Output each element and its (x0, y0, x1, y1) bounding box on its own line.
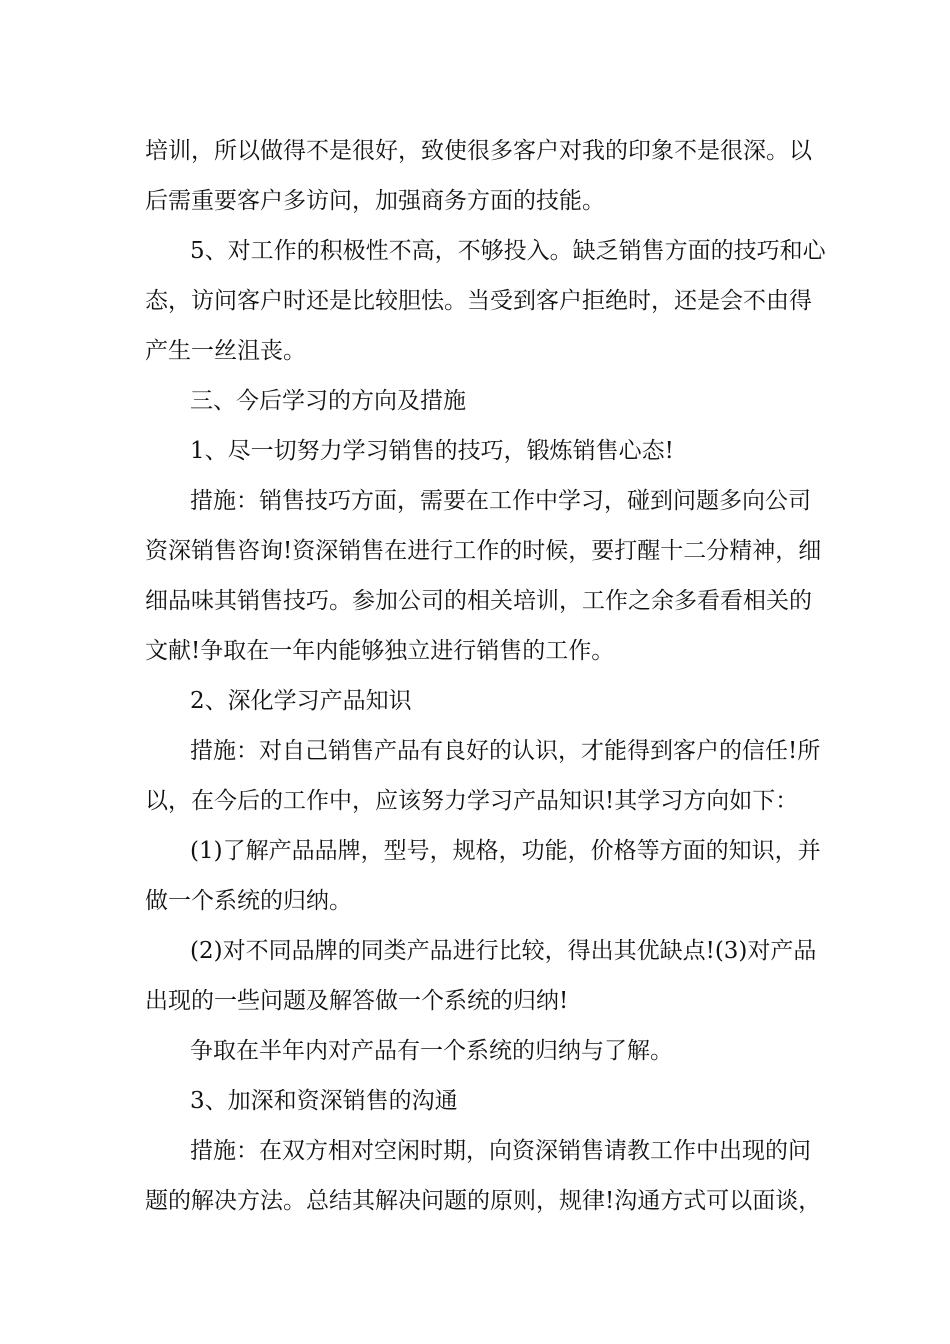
text-line: 资深销售咨询!资深销售在进行工作的时候，要打醒十二分精神，细 (145, 538, 822, 564)
text-line: 后需重要客户多访问，加强商务方面的技能。 (145, 188, 605, 214)
text-line: 出现的一些问题及解答做一个系统的归纳! (145, 988, 569, 1014)
text-line: (2)对不同品牌的同类产品进行比较，得出其优缺点!(3)对产品 (190, 938, 817, 964)
text-line: 措施：在双方相对空闲时期，向资深销售请教工作中出现的问 (190, 1138, 811, 1164)
section-heading: 三、今后学习的方向及措施 (190, 388, 466, 414)
text-line: 争取在半年内对产品有一个系统的归纳与了解。 (190, 1038, 673, 1064)
text-line: 措施：销售技巧方面，需要在工作中学习，碰到问题多向公司 (190, 488, 811, 514)
text-line: 1、尽一切努力学习销售的技巧，锻炼销售心态! (190, 438, 674, 464)
text-line: 题的解决方法。总结其解决问题的原则，规律!沟通方式可以面谈， (145, 1188, 822, 1214)
text-line: 培训，所以做得不是很好，致使很多客户对我的印象不是很深。以 (145, 138, 812, 164)
text-line: 做一个系统的归纳。 (145, 888, 352, 914)
text-line: 产生一丝沮丧。 (145, 338, 306, 364)
text-line: 文献!争取在一年内能够独立进行销售的工作。 (145, 638, 615, 664)
text-line: 以，在今后的工作中，应该努力学习产品知识!其学习方向如下： (145, 788, 799, 814)
text-line: 措施：对自己销售产品有良好的认识，才能得到客户的信任!所 (190, 738, 821, 764)
text-line: 2、深化学习产品知识 (190, 688, 412, 714)
text-line: 3、加深和资深销售的沟通 (190, 1088, 458, 1114)
text-line: 态，访问客户时还是比较胆怯。当受到客户拒绝时，还是会不由得 (145, 288, 812, 314)
text-line: 5、对工作的积极性不高，不够投入。缺乏销售方面的技巧和心 (190, 238, 826, 264)
text-line: (1)了解产品品牌，型号，规格，功能，价格等方面的知识，并 (190, 838, 821, 864)
text-line: 细品味其销售技巧。参加公司的相关培训，工作之余多看看相关的 (145, 588, 812, 614)
